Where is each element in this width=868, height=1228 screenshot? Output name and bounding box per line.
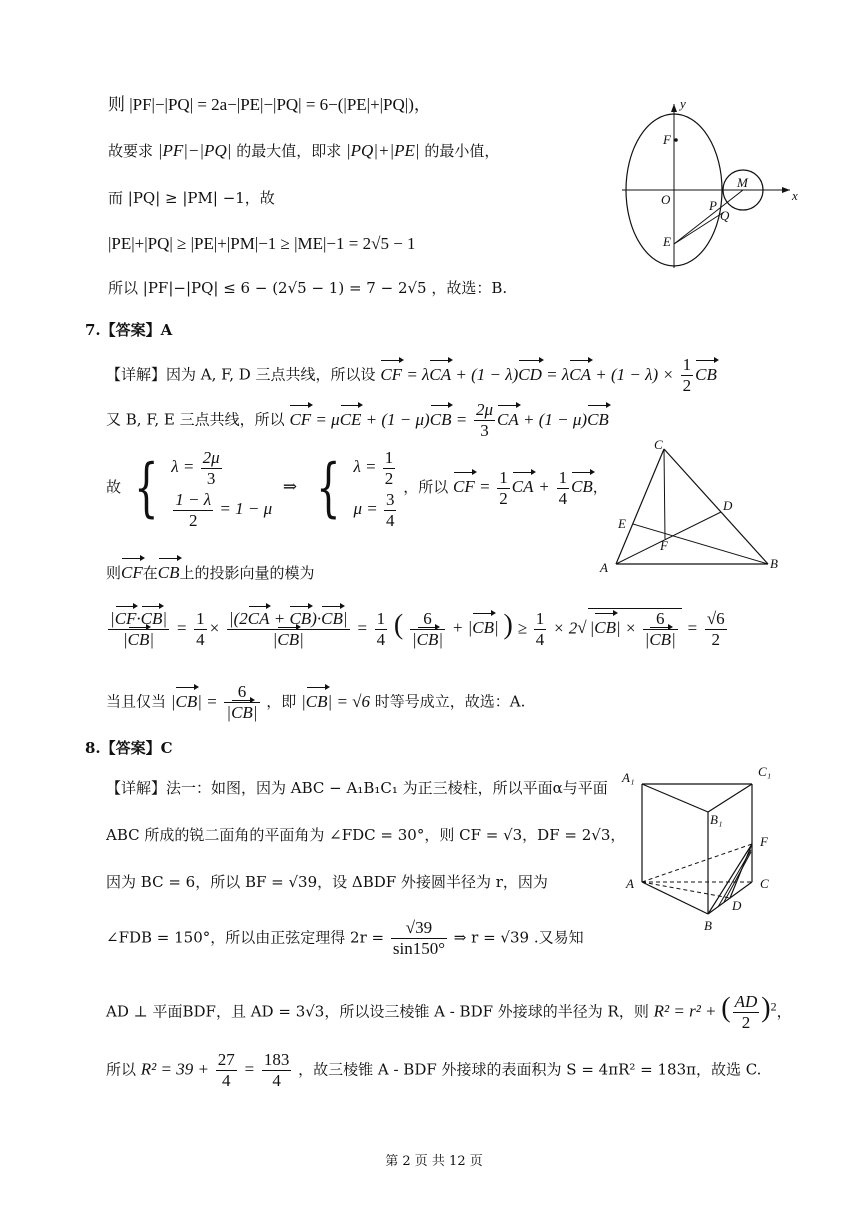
q7-detail-5: $\frac{|CF\cdot CB|}{|CB|}$ = $\frac{1}{4}$ × $\frac{|(2CA + CB)\cdot CB|}{|CB|}$ = $\frac{1}{4}$ ( $\frac{6}{|CB|}$ + |CB| ) ≥ $\frac{1}{4}$ × 2√ |CB| × $\frac{6}{|CB|}$ = $\frac{√6}{2}$ — [106, 608, 729, 650]
q6-line-3: 而 |PQ| ≥ |PM| −1，故 — [108, 189, 275, 207]
label-O: O — [661, 192, 671, 207]
label-F: F — [760, 834, 768, 849]
q7-detail-1: 【详解】因为 A, F, D 三点共线，所以设 CF = λCA + (1 − λ)CD = λCA + (1 − λ) × $\frac{1}{2}$ CB — [106, 355, 717, 395]
label-A: A — [600, 560, 608, 575]
q8-prism-figure — [620, 762, 790, 940]
label-B: B — [704, 918, 712, 933]
label-P: P — [709, 198, 717, 213]
label-E: E — [618, 516, 626, 531]
q6-line-4: |PE|+|PQ| ≥ |PE|+|PM|−1 ≥ |ME|−1 = 2√5 − 1 — [108, 234, 416, 253]
q6-line-1: 则 |PF|−|PQ| = 2a−|PE|−|PQ| = 6−(|PE|+|PQ|)， — [108, 95, 431, 114]
label-Q: Q — [720, 208, 730, 223]
label-C: C — [654, 437, 663, 452]
q8-line-4: ∠FDB = 150°，所以由正弦定理得 2r = $\frac{√39}{\sin 150^\circ}$ ⇒ r = √39 .又易知 — [106, 918, 584, 958]
q8-line-6: 所以 R² = 39 + $\frac{27}{4}$ = $\frac{183}{4}$ ，故三棱锥 A - BDF 外接球的表面积为 S = 4πR² = 183π，故选 C. — [106, 1050, 762, 1090]
q7-heading: 7.【答案】A — [85, 321, 173, 339]
q8-line-3: 因为 BC = 6，所以 BF = √39，设 ΔBDF 外接圆半径为 r，因为 — [106, 873, 548, 891]
label-B1: B₁ — [710, 812, 723, 827]
label-F: F — [663, 132, 671, 147]
label-E: E — [663, 234, 671, 249]
label-F: F — [660, 538, 668, 553]
q7-detail-4: 则CF在CB上的投影向量的模为 — [106, 561, 315, 585]
q7-detail-2: 又 B, F, E 三点共线，所以 CF = μCE + (1 − μ)CB = $\frac{2\mu}{3}$ CA + (1 − μ)CB — [106, 400, 609, 440]
label-D: D — [723, 498, 733, 513]
label-x: x — [792, 188, 798, 203]
label-A: A — [626, 876, 634, 891]
q7-detail-6: 当且仅当 |CB| = $\frac{6}{|CB|}$ ，即 |CB| = √6 时等号成立，故选：A. — [106, 682, 526, 722]
label-B: B — [770, 556, 778, 571]
label-M: M — [737, 175, 748, 190]
q8-line-1: 【详解】法一：如图，因为 ABC − A₁B₁C₁ 为正三棱柱，所以平面α与平面 — [106, 779, 608, 797]
q7-detail-3: 故 { λ = $\frac{2\mu}{3}$ $\frac{1 - \lambda}{2}$ = 1 − μ ⇒ { λ = $\frac{1}{2}$ μ = $\frac{3}{4}$ ，所以 CF = $\frac{1}{2}$ CA + $\frac{1}{4}$ CB， — [106, 447, 608, 530]
label-C: C — [760, 876, 769, 891]
q7-triangle-figure — [596, 436, 786, 578]
q6-line-5: 所以 |PF|−|PQ| ≤ 6 − (2√5 − 1) = 7 − 2√5 ，故选：B. — [108, 279, 508, 297]
q8-line-5: AD ⊥ 平面BDF，且 AD = 3√3，所以设三棱锥 A - BDF 外接球的半径为 R，则 R² = r² + ( $\frac{AD}{2}$ )$^2$， — [106, 992, 792, 1032]
q6-ellipse-figure — [612, 96, 802, 276]
label-C1: C₁ — [758, 764, 772, 779]
q6-line-2: 故要求 |PF|−|PQ| 的最大值，即求 |PQ|+|PE| 的最小值， — [108, 141, 500, 160]
q8-heading: 8.【答案】C — [85, 739, 173, 757]
q8-line-2: ABC 所成的锐二面角的平面角为 ∠FDC = 30°，则 CF = √3，DF = 2√3， — [106, 826, 626, 844]
page-footer: 第 2 页 共 12 页 — [385, 1154, 483, 1169]
label-A1: A₁ — [622, 770, 635, 785]
label-y: y — [680, 96, 686, 111]
label-D: D — [732, 898, 742, 913]
